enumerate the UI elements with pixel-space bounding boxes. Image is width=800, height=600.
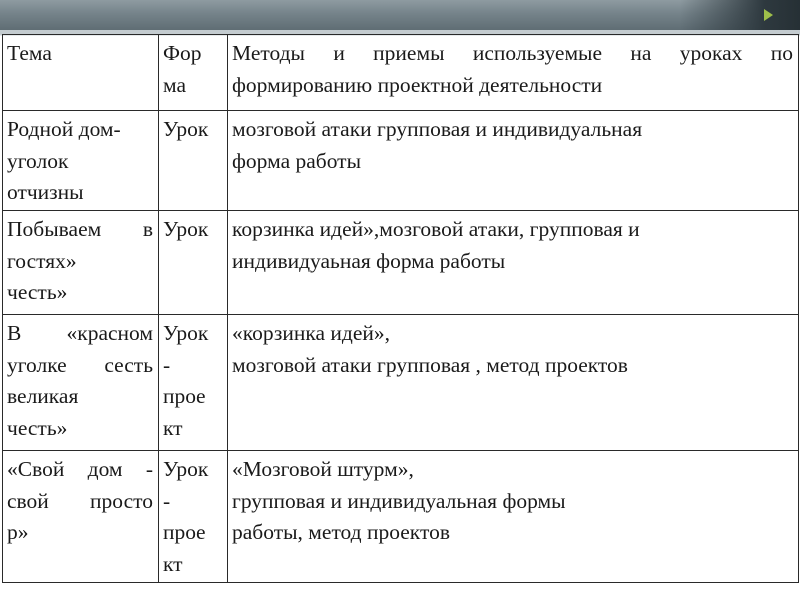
form-line: Урок — [163, 457, 209, 481]
form-line: проe — [163, 384, 206, 408]
theme-line: свой просто — [7, 488, 153, 513]
methods-table — [2, 34, 799, 583]
row-theme-cell — [3, 451, 159, 583]
header-methods-line: формированию проектной деятельности — [232, 72, 603, 97]
form-line: - — [163, 352, 171, 377]
table-row — [3, 315, 799, 451]
table-row — [3, 111, 799, 211]
theme-line: р» — [7, 520, 29, 544]
theme-line: Родной дом- — [7, 117, 121, 141]
form-line: кт — [163, 551, 183, 576]
header-form — [159, 35, 228, 111]
row-methods-cell — [228, 211, 799, 315]
theme-line: В «красном — [7, 321, 153, 345]
header-methods-line: Методы и приемы используемые на уроках по — [232, 41, 793, 65]
triangle-right-icon — [764, 9, 773, 21]
banner-shade — [680, 0, 800, 30]
row-methods-cell — [228, 111, 799, 211]
theme-line: Побываем в — [7, 217, 153, 241]
theme-line: великая — [7, 384, 79, 408]
methods-line: индивидуаьная форма работы — [232, 248, 506, 273]
form-line: - — [163, 488, 171, 513]
methods-line: мозговой атаки групповая , метод проектов — [232, 352, 628, 377]
form-line: Урок — [163, 117, 209, 141]
table-row — [3, 451, 799, 583]
theme-line: отчизны — [7, 180, 84, 204]
row-methods-cell — [228, 315, 799, 451]
table-row — [3, 211, 799, 315]
row-form-cell — [159, 451, 228, 583]
theme-line: гостях» — [7, 248, 77, 273]
theme-line: честь» — [7, 280, 68, 304]
theme-line: уголок — [7, 148, 69, 173]
header-methods — [228, 35, 799, 111]
row-form-cell — [159, 315, 228, 451]
row-methods-cell — [228, 451, 799, 583]
methods-line: «Мозговой штурм», — [232, 457, 414, 481]
header-theme — [3, 35, 159, 111]
form-line: проe — [163, 520, 206, 544]
theme-line: честь» — [7, 415, 68, 440]
form-line: Урок — [163, 321, 209, 345]
row-theme-cell — [3, 211, 159, 315]
methods-line: работы, метод проектов — [232, 520, 450, 544]
row-theme-cell — [3, 111, 159, 211]
methods-line: форма работы — [232, 148, 362, 173]
row-form-cell — [159, 211, 228, 315]
methods-line: групповая и индивидуальная формы — [232, 488, 566, 513]
form-line: Урок — [163, 217, 209, 241]
header-form-line: ма — [163, 72, 187, 97]
form-line: кт — [163, 415, 183, 440]
header-theme-line: Тема — [7, 41, 52, 65]
theme-line: уголке сесть — [7, 352, 153, 377]
header-form-line: Фор — [163, 41, 202, 65]
methods-line: корзинка идей»,мозговой атаки, групповая и — [232, 217, 640, 241]
methods-line: мозговой атаки групповая и индивидуальная — [232, 117, 643, 141]
theme-line: «Свой дом - — [7, 457, 153, 481]
row-theme-cell — [3, 315, 159, 451]
table-header-row — [3, 35, 799, 111]
methods-line: «корзинка идей», — [232, 321, 391, 345]
row-form-cell — [159, 111, 228, 211]
